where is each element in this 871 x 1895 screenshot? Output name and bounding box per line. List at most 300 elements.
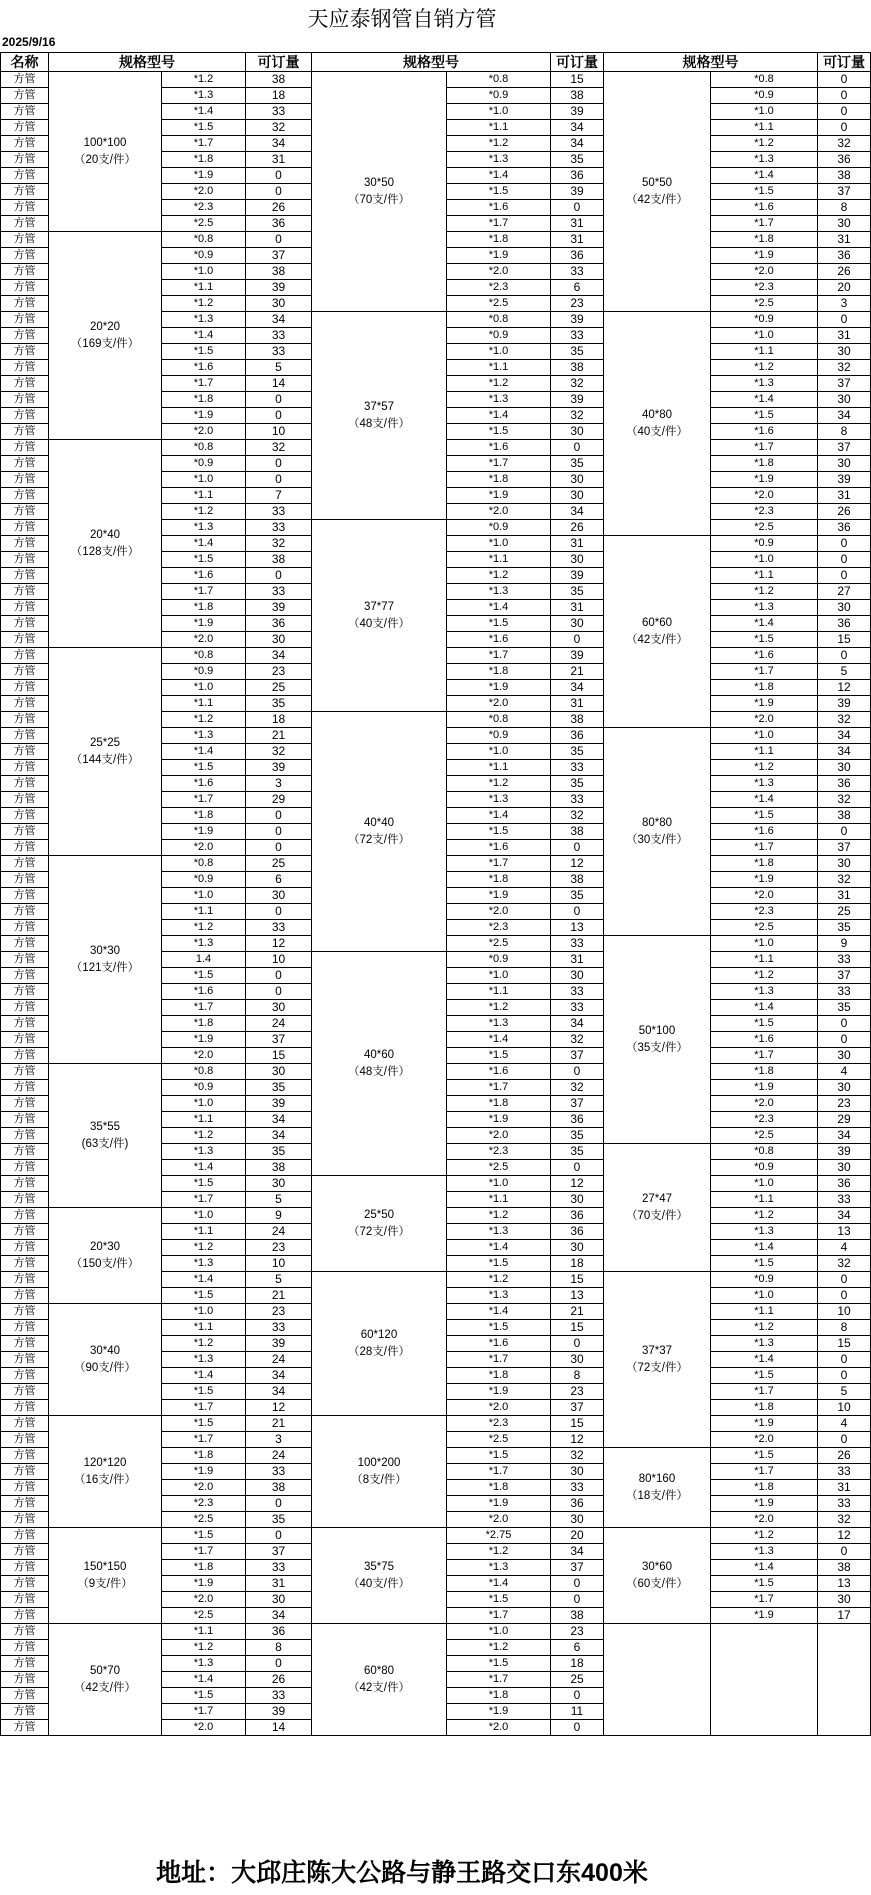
item-name-cell: 方管 bbox=[1, 1384, 49, 1400]
quantity-cell: 23 bbox=[551, 1624, 604, 1640]
item-name-cell: 方管 bbox=[1, 952, 49, 968]
spec-group-cell bbox=[312, 1624, 447, 1736]
item-name-cell: 方管 bbox=[1, 840, 49, 856]
quantity-cell: 34 bbox=[551, 1016, 604, 1032]
quantity-cell: 25 bbox=[246, 856, 312, 872]
quantity-cell: 0 bbox=[818, 1432, 871, 1448]
thickness-cell: *2.5 bbox=[711, 920, 818, 936]
spec-group-cell bbox=[312, 1176, 447, 1272]
spec-pack: （28支/件） bbox=[348, 1345, 410, 1358]
table-row bbox=[1, 1416, 871, 1432]
item-name-cell: 方管 bbox=[1, 392, 49, 408]
spec-size: 25*50 bbox=[363, 1208, 395, 1221]
quantity-cell: 33 bbox=[246, 584, 312, 600]
quantity-cell: 12 bbox=[551, 856, 604, 872]
thickness-cell: *2.0 bbox=[162, 1480, 246, 1496]
item-name-cell: 方管 bbox=[1, 632, 49, 648]
quantity-cell: 34 bbox=[246, 136, 312, 152]
spec-pack: （30支/件） bbox=[626, 833, 688, 846]
quantity-cell: 38 bbox=[818, 808, 871, 824]
quantity-cell: 0 bbox=[246, 824, 312, 840]
item-name-cell: 方管 bbox=[1, 1128, 49, 1144]
thickness-cell: *1.0 bbox=[447, 536, 551, 552]
quantity-cell: 31 bbox=[818, 328, 871, 344]
thickness-cell: *2.0 bbox=[711, 712, 818, 728]
thickness-cell: *1.0 bbox=[162, 888, 246, 904]
quantity-cell: 30 bbox=[551, 1464, 604, 1480]
quantity-cell: 27 bbox=[818, 584, 871, 600]
thickness-cell: *2.5 bbox=[162, 1512, 246, 1528]
spec-pack: （8支/件） bbox=[351, 1473, 407, 1486]
thickness-cell: *1.3 bbox=[162, 520, 246, 536]
thickness-cell: *0.8 bbox=[162, 648, 246, 664]
quantity-cell: 33 bbox=[246, 1560, 312, 1576]
quantity-cell: 36 bbox=[818, 248, 871, 264]
quantity-cell: 30 bbox=[818, 392, 871, 408]
item-name-cell: 方管 bbox=[1, 1000, 49, 1016]
spec-pack: （40支/件） bbox=[348, 1577, 410, 1590]
thickness-cell: *1.4 bbox=[711, 1000, 818, 1016]
quantity-cell: 33 bbox=[246, 920, 312, 936]
quantity-cell: 0 bbox=[246, 984, 312, 1000]
thickness-cell: *1.3 bbox=[711, 776, 818, 792]
thickness-cell: *1.1 bbox=[711, 568, 818, 584]
quantity-cell: 30 bbox=[551, 968, 604, 984]
thickness-cell: *1.0 bbox=[711, 1176, 818, 1192]
thickness-cell: *1.8 bbox=[711, 456, 818, 472]
quantity-cell: 0 bbox=[246, 1528, 312, 1544]
quantity-cell: 39 bbox=[551, 184, 604, 200]
item-name-cell: 方管 bbox=[1, 616, 49, 632]
quantity-cell: 0 bbox=[818, 1272, 871, 1288]
quantity-cell: 21 bbox=[551, 1304, 604, 1320]
thickness-cell: *1.7 bbox=[162, 1544, 246, 1560]
thickness-cell: *1.3 bbox=[162, 1256, 246, 1272]
quantity-cell: 0 bbox=[818, 1032, 871, 1048]
quantity-cell: 5 bbox=[246, 1272, 312, 1288]
thickness-cell: *1.5 bbox=[162, 552, 246, 568]
quantity-cell: 30 bbox=[246, 1592, 312, 1608]
quantity-cell: 10 bbox=[818, 1304, 871, 1320]
thickness-cell: *1.8 bbox=[162, 808, 246, 824]
quantity-cell: 39 bbox=[551, 392, 604, 408]
quantity-cell: 0 bbox=[818, 536, 871, 552]
item-name-cell: 方管 bbox=[1, 296, 49, 312]
spec-pack: （16支/件） bbox=[74, 1473, 136, 1486]
spec-group-cell bbox=[604, 1448, 711, 1528]
quantity-cell: 0 bbox=[818, 104, 871, 120]
thickness-cell: *1.4 bbox=[162, 1160, 246, 1176]
spec-pack: （150支/件） bbox=[70, 1257, 140, 1270]
thickness-cell: *0.8 bbox=[447, 72, 551, 88]
spec-pack: （70支/件） bbox=[348, 193, 410, 206]
thickness-cell: *1.3 bbox=[162, 1656, 246, 1672]
quantity-cell: 26 bbox=[818, 1448, 871, 1464]
thickness-cell: *1.3 bbox=[711, 376, 818, 392]
quantity-cell: 0 bbox=[246, 472, 312, 488]
thickness-cell: *1.7 bbox=[447, 216, 551, 232]
quantity-cell: 0 bbox=[246, 904, 312, 920]
thickness-cell: *1.7 bbox=[711, 440, 818, 456]
quantity-cell: 37 bbox=[246, 1032, 312, 1048]
quantity-cell: 32 bbox=[551, 1448, 604, 1464]
quantity-cell: 30 bbox=[551, 552, 604, 568]
quantity-cell: 34 bbox=[818, 1128, 871, 1144]
item-name-cell: 方管 bbox=[1, 1144, 49, 1160]
quantity-cell: 15 bbox=[551, 1416, 604, 1432]
quantity-cell: 31 bbox=[551, 232, 604, 248]
thickness-cell: *1.3 bbox=[447, 1560, 551, 1576]
quantity-cell: 0 bbox=[818, 568, 871, 584]
spec-pack: （48支/件） bbox=[348, 1065, 410, 1078]
item-name-cell: 方管 bbox=[1, 1720, 49, 1736]
thickness-cell: *1.7 bbox=[447, 1608, 551, 1624]
thickness-cell: *1.4 bbox=[711, 792, 818, 808]
thickness-cell: *1.5 bbox=[447, 1048, 551, 1064]
quantity-cell: 24 bbox=[246, 1352, 312, 1368]
thickness-cell: *1.5 bbox=[162, 1416, 246, 1432]
quantity-cell: 35 bbox=[246, 1080, 312, 1096]
thickness-cell: *1.0 bbox=[162, 264, 246, 280]
spec-pack: （40支/件） bbox=[626, 425, 688, 438]
thickness-cell: *1.5 bbox=[162, 120, 246, 136]
item-name-cell: 方管 bbox=[1, 264, 49, 280]
quantity-cell: 39 bbox=[246, 1096, 312, 1112]
quantity-cell: 13 bbox=[818, 1224, 871, 1240]
quantity-cell: 12 bbox=[246, 1400, 312, 1416]
quantity-cell: 0 bbox=[246, 568, 312, 584]
quantity-cell: 30 bbox=[818, 1160, 871, 1176]
quantity-cell: 0 bbox=[246, 392, 312, 408]
thickness-cell: *1.8 bbox=[711, 232, 818, 248]
thickness-cell: *0.8 bbox=[711, 1144, 818, 1160]
thickness-cell: *0.9 bbox=[711, 88, 818, 104]
item-name-cell: 方管 bbox=[1, 680, 49, 696]
thickness-cell: *1.5 bbox=[162, 1176, 246, 1192]
thickness-cell: *1.6 bbox=[711, 648, 818, 664]
item-name-cell: 方管 bbox=[1, 1608, 49, 1624]
thickness-cell: *1.6 bbox=[447, 440, 551, 456]
thickness-cell: *1.5 bbox=[162, 1528, 246, 1544]
thickness-cell: *1.5 bbox=[162, 1384, 246, 1400]
item-name-cell: 方管 bbox=[1, 1336, 49, 1352]
thickness-cell: *1.9 bbox=[447, 1384, 551, 1400]
quantity-cell: 23 bbox=[818, 1096, 871, 1112]
thickness-cell: *1.8 bbox=[711, 680, 818, 696]
quantity-cell: 32 bbox=[818, 792, 871, 808]
quantity-cell: 0 bbox=[818, 552, 871, 568]
item-name-cell: 方管 bbox=[1, 168, 49, 184]
quantity-cell: 0 bbox=[818, 648, 871, 664]
spec-size: 60*80 bbox=[363, 1664, 395, 1677]
quantity-cell: 34 bbox=[818, 728, 871, 744]
thickness-cell: *2.0 bbox=[711, 1512, 818, 1528]
thickness-cell: *0.9 bbox=[711, 536, 818, 552]
thickness-cell: *1.8 bbox=[162, 152, 246, 168]
quantity-cell: 35 bbox=[551, 1144, 604, 1160]
thickness-cell: *1.8 bbox=[162, 1560, 246, 1576]
thickness-cell: *1.3 bbox=[711, 1544, 818, 1560]
thickness-cell: *0.9 bbox=[162, 456, 246, 472]
item-name-cell: 方管 bbox=[1, 232, 49, 248]
thickness-cell: *1.4 bbox=[711, 392, 818, 408]
quantity-cell: 0 bbox=[551, 1688, 604, 1704]
header-spec: 规格型号 bbox=[604, 53, 818, 72]
quantity-cell: 39 bbox=[551, 312, 604, 328]
quantity-cell: 36 bbox=[551, 168, 604, 184]
quantity-cell: 32 bbox=[818, 1512, 871, 1528]
item-name-cell: 方管 bbox=[1, 72, 49, 88]
spec-size: 40*80 bbox=[641, 408, 673, 421]
quantity-cell: 8 bbox=[818, 200, 871, 216]
quantity-cell: 4 bbox=[818, 1240, 871, 1256]
item-name-cell: 方管 bbox=[1, 488, 49, 504]
thickness-cell: *1.9 bbox=[711, 1496, 818, 1512]
quantity-cell: 36 bbox=[551, 248, 604, 264]
quantity-cell: 8 bbox=[246, 1640, 312, 1656]
quantity-cell: 34 bbox=[246, 1128, 312, 1144]
thickness-cell: *0.9 bbox=[711, 1272, 818, 1288]
header-qty: 可订量 bbox=[818, 53, 871, 72]
item-name-cell: 方管 bbox=[1, 440, 49, 456]
quantity-cell: 33 bbox=[818, 1192, 871, 1208]
quantity-cell: 35 bbox=[551, 1128, 604, 1144]
quantity-cell: 12 bbox=[818, 680, 871, 696]
quantity-cell: 30 bbox=[818, 1048, 871, 1064]
thickness-cell: *1.7 bbox=[447, 648, 551, 664]
thickness-cell: *1.7 bbox=[162, 1000, 246, 1016]
spec-group-cell bbox=[312, 72, 447, 312]
address-footer: 地址：大邱庄陈大公路与静王路交口东400米 bbox=[156, 1859, 648, 1887]
quantity-cell: 31 bbox=[818, 888, 871, 904]
thickness-cell: *1.7 bbox=[162, 1704, 246, 1720]
spec-pack: （35支/件） bbox=[626, 1041, 688, 1054]
empty-gauge-cell bbox=[711, 1624, 818, 1736]
quantity-cell: 30 bbox=[551, 1352, 604, 1368]
thickness-cell: *1.2 bbox=[162, 1240, 246, 1256]
thickness-cell: *1.0 bbox=[711, 104, 818, 120]
thickness-cell: *1.3 bbox=[447, 1224, 551, 1240]
thickness-cell: *1.0 bbox=[711, 728, 818, 744]
quantity-cell: 38 bbox=[551, 360, 604, 376]
table-row bbox=[1, 1528, 871, 1544]
spec-group-cell bbox=[312, 312, 447, 520]
quantity-cell: 32 bbox=[551, 1080, 604, 1096]
quantity-cell: 0 bbox=[551, 840, 604, 856]
quantity-cell: 34 bbox=[551, 136, 604, 152]
quantity-cell: 6 bbox=[551, 280, 604, 296]
quantity-cell: 32 bbox=[246, 440, 312, 456]
thickness-cell: *2.0 bbox=[447, 1720, 551, 1736]
spec-pack: （72支/件） bbox=[348, 833, 410, 846]
quantity-cell: 34 bbox=[246, 648, 312, 664]
quantity-cell: 35 bbox=[551, 584, 604, 600]
thickness-cell: *1.1 bbox=[162, 1224, 246, 1240]
quantity-cell: 34 bbox=[246, 1368, 312, 1384]
thickness-cell: *1.3 bbox=[162, 312, 246, 328]
quantity-cell: 0 bbox=[551, 1064, 604, 1080]
quantity-cell: 6 bbox=[246, 872, 312, 888]
item-name-cell: 方管 bbox=[1, 1496, 49, 1512]
item-name-cell: 方管 bbox=[1, 776, 49, 792]
empty-qty-cell bbox=[818, 1624, 871, 1736]
quantity-cell: 26 bbox=[551, 520, 604, 536]
thickness-cell: *1.7 bbox=[162, 1432, 246, 1448]
quantity-cell: 0 bbox=[551, 1160, 604, 1176]
quantity-cell: 33 bbox=[551, 1480, 604, 1496]
item-name-cell: 方管 bbox=[1, 824, 49, 840]
spec-size: 37*37 bbox=[641, 1344, 673, 1357]
thickness-cell: *1.3 bbox=[711, 600, 818, 616]
quantity-cell: 38 bbox=[551, 872, 604, 888]
quantity-cell: 38 bbox=[551, 824, 604, 840]
quantity-cell: 32 bbox=[551, 808, 604, 824]
quantity-cell: 37 bbox=[818, 968, 871, 984]
quantity-cell: 0 bbox=[818, 824, 871, 840]
thickness-cell: *1.7 bbox=[162, 1400, 246, 1416]
thickness-cell: *1.5 bbox=[447, 184, 551, 200]
item-name-cell: 方管 bbox=[1, 1416, 49, 1432]
spec-size: 20*20 bbox=[89, 320, 121, 333]
thickness-cell: *1.8 bbox=[711, 1064, 818, 1080]
quantity-cell: 6 bbox=[551, 1640, 604, 1656]
item-name-cell: 方管 bbox=[1, 1368, 49, 1384]
thickness-cell: *1.8 bbox=[447, 872, 551, 888]
quantity-cell: 30 bbox=[246, 888, 312, 904]
thickness-cell: *1.5 bbox=[711, 1448, 818, 1464]
quantity-cell: 36 bbox=[551, 728, 604, 744]
quantity-cell: 38 bbox=[246, 264, 312, 280]
spec-group-cell bbox=[49, 1304, 162, 1416]
thickness-cell: *0.9 bbox=[162, 248, 246, 264]
thickness-cell: *1.4 bbox=[162, 328, 246, 344]
quantity-cell: 12 bbox=[818, 1528, 871, 1544]
spec-size: 35*75 bbox=[363, 1560, 395, 1573]
quantity-cell: 0 bbox=[551, 1576, 604, 1592]
thickness-cell: *0.9 bbox=[447, 520, 551, 536]
item-name-cell: 方管 bbox=[1, 664, 49, 680]
quantity-cell: 18 bbox=[246, 88, 312, 104]
thickness-cell: *2.5 bbox=[162, 1608, 246, 1624]
thickness-cell: *1.7 bbox=[711, 1464, 818, 1480]
thickness-cell: *1.1 bbox=[711, 344, 818, 360]
quantity-cell: 26 bbox=[818, 264, 871, 280]
item-name-cell: 方管 bbox=[1, 584, 49, 600]
quantity-cell: 34 bbox=[551, 504, 604, 520]
item-name-cell: 方管 bbox=[1, 536, 49, 552]
quantity-cell: 0 bbox=[246, 840, 312, 856]
thickness-cell: *1.0 bbox=[162, 1096, 246, 1112]
quantity-cell: 7 bbox=[246, 488, 312, 504]
thickness-cell: *1.0 bbox=[447, 968, 551, 984]
thickness-cell: *2.0 bbox=[162, 1048, 246, 1064]
quantity-cell: 38 bbox=[818, 1560, 871, 1576]
thickness-cell: *1.4 bbox=[447, 1304, 551, 1320]
item-name-cell: 方管 bbox=[1, 1192, 49, 1208]
spec-size: 100*100 bbox=[83, 136, 127, 149]
spec-group-cell bbox=[604, 72, 711, 312]
spec-pack: （90支/件） bbox=[74, 1361, 136, 1374]
thickness-cell: *1.7 bbox=[162, 1192, 246, 1208]
thickness-cell: *1.7 bbox=[711, 664, 818, 680]
quantity-cell: 33 bbox=[246, 344, 312, 360]
thickness-cell: *1.4 bbox=[162, 1368, 246, 1384]
spec-pack: （42支/件） bbox=[74, 1681, 136, 1694]
spec-group-cell bbox=[604, 536, 711, 728]
quantity-cell: 35 bbox=[551, 744, 604, 760]
thickness-cell: *1.9 bbox=[162, 1464, 246, 1480]
thickness-cell: *1.9 bbox=[162, 824, 246, 840]
item-name-cell: 方管 bbox=[1, 712, 49, 728]
spec-pack: （169支/件） bbox=[70, 337, 140, 350]
quantity-cell: 35 bbox=[246, 1512, 312, 1528]
item-name-cell: 方管 bbox=[1, 344, 49, 360]
quantity-cell: 34 bbox=[246, 312, 312, 328]
spec-pack: （72支/件） bbox=[626, 1361, 688, 1374]
spec-group-cell bbox=[312, 520, 447, 712]
quantity-cell: 30 bbox=[246, 1064, 312, 1080]
thickness-cell: *1.8 bbox=[162, 1016, 246, 1032]
quantity-cell: 18 bbox=[551, 1656, 604, 1672]
thickness-cell: *1.0 bbox=[711, 552, 818, 568]
spec-size: 25*25 bbox=[89, 736, 121, 749]
thickness-cell: *1.9 bbox=[711, 696, 818, 712]
thickness-cell: *1.0 bbox=[447, 344, 551, 360]
quantity-cell: 0 bbox=[246, 232, 312, 248]
thickness-cell: *1.3 bbox=[711, 1224, 818, 1240]
thickness-cell: *2.5 bbox=[711, 520, 818, 536]
thickness-cell: *2.3 bbox=[447, 280, 551, 296]
thickness-cell: *1.9 bbox=[447, 680, 551, 696]
thickness-cell: *1.3 bbox=[711, 1336, 818, 1352]
thickness-cell: *2.0 bbox=[162, 184, 246, 200]
item-name-cell: 方管 bbox=[1, 1560, 49, 1576]
item-name-cell: 方管 bbox=[1, 1160, 49, 1176]
thickness-cell: *1.6 bbox=[447, 1336, 551, 1352]
quantity-cell: 36 bbox=[246, 1624, 312, 1640]
spec-size: 60*60 bbox=[641, 616, 673, 629]
item-name-cell: 方管 bbox=[1, 696, 49, 712]
thickness-cell: *2.0 bbox=[711, 488, 818, 504]
thickness-cell: *1.8 bbox=[447, 664, 551, 680]
quantity-cell: 0 bbox=[551, 632, 604, 648]
thickness-cell: *2.3 bbox=[447, 1416, 551, 1432]
quantity-cell: 39 bbox=[551, 104, 604, 120]
quantity-cell: 23 bbox=[551, 1384, 604, 1400]
item-name-cell: 方管 bbox=[1, 1576, 49, 1592]
quantity-cell: 38 bbox=[551, 1608, 604, 1624]
item-name-cell: 方管 bbox=[1, 504, 49, 520]
spec-pack: （42支/件） bbox=[626, 193, 688, 206]
thickness-cell: *1.3 bbox=[162, 88, 246, 104]
spec-group-cell bbox=[49, 1208, 162, 1304]
quantity-cell: 33 bbox=[551, 984, 604, 1000]
thickness-cell: *1.9 bbox=[711, 872, 818, 888]
thickness-cell: *2.0 bbox=[447, 1400, 551, 1416]
thickness-cell: *2.3 bbox=[711, 904, 818, 920]
item-name-cell: 方管 bbox=[1, 728, 49, 744]
quantity-cell: 32 bbox=[551, 376, 604, 392]
quantity-cell: 31 bbox=[551, 536, 604, 552]
thickness-cell: *1.0 bbox=[447, 744, 551, 760]
quantity-cell: 38 bbox=[246, 1480, 312, 1496]
quantity-cell: 4 bbox=[818, 1416, 871, 1432]
thickness-cell: *2.0 bbox=[162, 632, 246, 648]
quantity-cell: 32 bbox=[551, 1032, 604, 1048]
quantity-cell: 15 bbox=[551, 72, 604, 88]
thickness-cell: *1.8 bbox=[447, 1480, 551, 1496]
thickness-cell: *1.5 bbox=[711, 1256, 818, 1272]
